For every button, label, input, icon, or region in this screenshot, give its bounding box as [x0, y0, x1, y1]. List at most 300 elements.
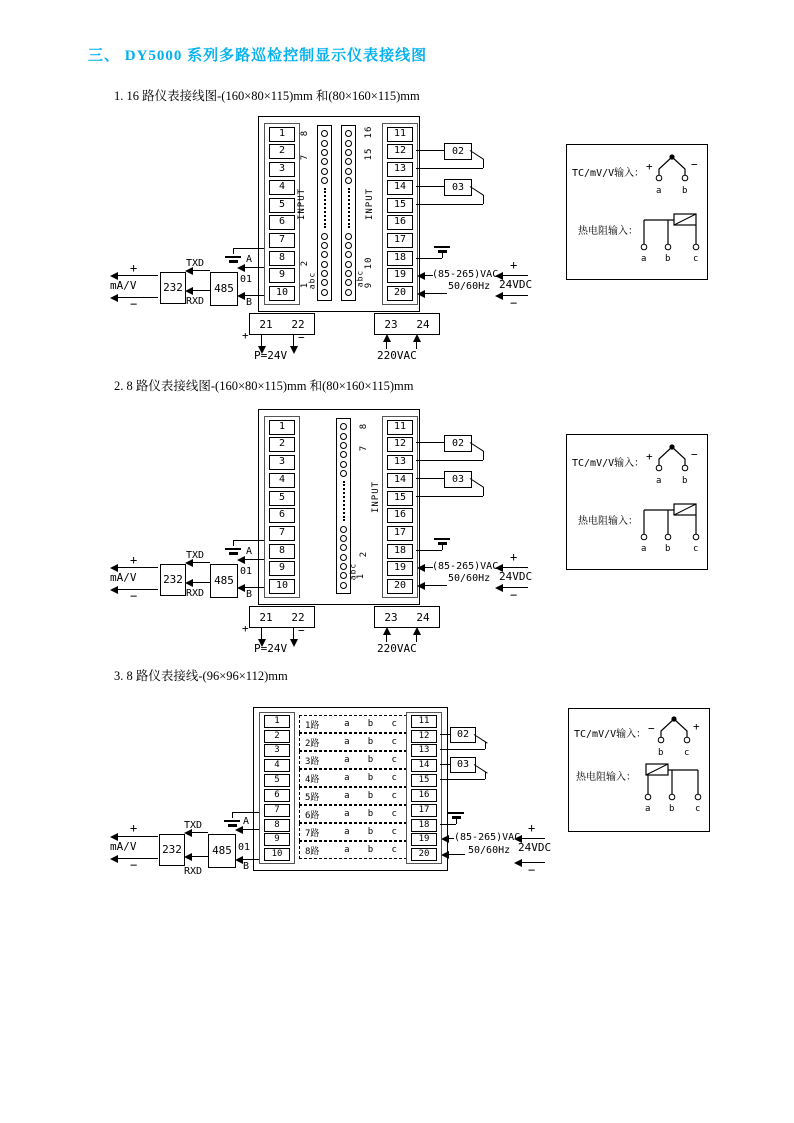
wire	[440, 824, 456, 825]
o1-label: 01	[238, 842, 251, 853]
d2-terminal-strip-left	[264, 416, 300, 598]
terminal: 13	[411, 744, 437, 757]
d1-connector-column-left	[317, 125, 332, 301]
wire	[245, 559, 264, 560]
dc-supply-label: 24VDC	[499, 570, 533, 583]
wire	[233, 540, 264, 541]
channel-mark: 1	[300, 281, 310, 289]
lead-c: c	[391, 773, 397, 783]
wire	[483, 487, 484, 496]
lead-b: b	[367, 827, 374, 837]
rs232-box: 232	[160, 564, 186, 596]
polarity-minus: −	[510, 588, 518, 602]
rs232-box: 232	[159, 834, 185, 866]
wire	[503, 567, 528, 568]
terminal: 6	[269, 215, 295, 230]
polarity-plus: +	[646, 450, 653, 463]
wire	[416, 186, 444, 187]
lead-c: c	[391, 827, 397, 837]
lead-a: a	[344, 791, 350, 801]
wire	[440, 749, 485, 750]
abc-mark: abc	[355, 269, 365, 288]
input-label: INPUT	[297, 187, 307, 221]
terminal: 13	[387, 162, 413, 177]
arrowhead	[184, 829, 192, 837]
input-label: INPUT	[371, 480, 381, 514]
terminal: 10	[269, 579, 295, 594]
wire	[416, 496, 483, 497]
wire	[118, 297, 158, 298]
terminal: 18	[387, 544, 413, 559]
dc-supply-label: 24VDC	[499, 278, 533, 291]
channel-row	[299, 733, 407, 751]
wire	[261, 334, 262, 346]
terminal: 3	[264, 744, 290, 757]
rxd-label: RXD	[184, 866, 203, 877]
channel-label: 5路	[305, 792, 320, 803]
ground-icon	[224, 820, 240, 827]
mains-220-label: 220VAC	[377, 349, 417, 362]
rxd-label: RXD	[186, 588, 205, 599]
terminal: 23	[384, 317, 398, 331]
terminal: 19	[387, 268, 413, 283]
wire	[416, 341, 417, 349]
wire	[118, 275, 158, 276]
tc-terminal-a: a	[656, 186, 662, 196]
ground-icon	[448, 812, 464, 819]
polarity-minus: −	[648, 722, 655, 735]
terminal: 14	[411, 759, 437, 772]
arrowhead	[417, 290, 425, 298]
lead-c: c	[391, 809, 397, 819]
terminal: 10	[264, 848, 290, 861]
rtd-symbol	[640, 756, 704, 814]
arrowhead	[417, 582, 425, 590]
channel-row	[299, 751, 407, 769]
lead-c: c	[391, 737, 397, 747]
terminal: 24	[416, 610, 430, 624]
channel-mark: 2	[300, 259, 310, 267]
terminal: 2	[269, 437, 295, 452]
channel-label: 6路	[305, 810, 320, 821]
wire	[243, 859, 259, 860]
terminal: 2	[269, 144, 295, 159]
terminal: 7	[269, 526, 295, 541]
terminal: 1	[269, 420, 295, 435]
wire	[245, 267, 264, 268]
terminal: 20	[387, 579, 413, 594]
wire	[232, 812, 233, 818]
lead-b: b	[367, 809, 374, 819]
wire	[425, 293, 447, 294]
arrowhead	[235, 826, 243, 834]
wire	[416, 168, 483, 169]
lead-c: c	[391, 791, 397, 801]
ground-icon	[225, 256, 241, 263]
wire	[193, 562, 210, 563]
wire	[503, 275, 528, 276]
channel-mark: 1	[356, 572, 366, 580]
lead-b: b	[367, 755, 374, 765]
terminal: 16	[387, 508, 413, 523]
terminal: 20	[411, 848, 437, 861]
polarity-minus: −	[528, 863, 536, 877]
terminal: 17	[387, 233, 413, 248]
terminal: 3	[269, 455, 295, 470]
d1-terminal-block-23-24	[374, 313, 440, 335]
terminal: 6	[269, 508, 295, 523]
polarity-plus: +	[242, 622, 249, 635]
ma-v-label: mA/V	[110, 279, 137, 292]
aux-power-label: P=24V	[254, 349, 288, 362]
tc-input-label: TC/mV/V输入：	[574, 729, 647, 740]
channel-row	[299, 805, 407, 823]
terminal: 11	[387, 127, 413, 142]
rtd-terminal-c: c	[693, 544, 699, 554]
arrowhead	[185, 267, 193, 275]
wire	[245, 295, 264, 296]
polarity-plus: +	[528, 821, 536, 835]
polarity-plus: +	[130, 261, 138, 275]
arrowhead	[290, 346, 298, 354]
terminal: 5	[269, 198, 295, 213]
terminal: 20	[387, 286, 413, 301]
wire	[416, 550, 442, 551]
tc-terminal-b: b	[658, 748, 664, 758]
arrowhead	[441, 835, 449, 843]
terminal: 10	[269, 286, 295, 301]
terminal: 8	[269, 544, 295, 559]
terminal: 8	[269, 251, 295, 266]
channel-mark: 16	[364, 125, 374, 139]
lead-b: b	[367, 791, 374, 801]
terminal: 1	[264, 715, 290, 728]
wire	[483, 195, 484, 204]
terminal: 15	[387, 198, 413, 213]
ground-icon	[225, 548, 241, 555]
wire	[118, 567, 158, 568]
terminal: 16	[387, 215, 413, 230]
wire	[416, 150, 444, 151]
rs485-b-label: B	[246, 297, 253, 308]
wire	[483, 451, 484, 460]
wire	[416, 204, 483, 205]
page-title: 三、 DY5000 系列多路巡检控制显示仪表接线图	[88, 48, 428, 64]
rs485-box: 485	[210, 272, 238, 306]
terminal: 17	[411, 804, 437, 817]
terminal: 2	[264, 730, 290, 743]
rtd-terminal-c: c	[695, 804, 701, 814]
terminal: 6	[264, 789, 290, 802]
terminal: 17	[387, 526, 413, 541]
channel-label: 8路	[305, 846, 320, 857]
wire	[425, 585, 447, 586]
channel-label: 4路	[305, 774, 320, 785]
lead-a: a	[344, 719, 350, 729]
terminal: 19	[387, 561, 413, 576]
terminal: 11	[387, 420, 413, 435]
o1-label: 01	[240, 566, 253, 577]
terminal: 14	[387, 180, 413, 195]
abc-mark: abc	[307, 271, 317, 290]
polarity-plus: +	[693, 720, 700, 733]
terminal: 5	[264, 774, 290, 787]
channel-row	[299, 715, 407, 733]
rtd-input-label: 热电阻输入：	[578, 226, 638, 237]
terminal: 18	[411, 819, 437, 832]
arrowhead	[383, 334, 391, 342]
arrowhead	[237, 264, 245, 272]
arrowhead	[185, 287, 193, 295]
polarity-minus: −	[130, 858, 138, 872]
arrowhead	[441, 851, 449, 859]
arrowhead	[184, 853, 192, 861]
channel-label: 2路	[305, 738, 320, 749]
channel-label: 1路	[305, 720, 320, 731]
wire	[440, 764, 450, 765]
rs232-box: 232	[160, 272, 186, 304]
wire	[456, 819, 457, 824]
rs485-b-label: B	[246, 589, 253, 600]
mains-freq-label: 50/60Hz	[448, 281, 491, 292]
polarity-minus: −	[130, 589, 138, 603]
terminal: 12	[387, 144, 413, 159]
wire	[193, 290, 210, 291]
relay-03-box: 03	[444, 471, 472, 488]
rtd-symbol	[638, 496, 702, 554]
polarity-plus: +	[242, 329, 249, 342]
arrowhead	[235, 856, 243, 864]
section-2-heading: 2. 8 路仪表接线图-(160×80×115)mm 和(80×160×115)mm	[114, 379, 414, 393]
channel-mark: 8	[300, 129, 310, 137]
tc-terminal-c: c	[684, 748, 690, 758]
d3-terminal-strip-right	[406, 712, 442, 864]
terminal: 7	[269, 233, 295, 248]
input-label: INPUT	[365, 187, 375, 221]
channel-row	[299, 769, 407, 787]
channel-row	[299, 841, 407, 859]
mains-voltage-label: (85-265)VAC	[432, 561, 499, 572]
rtd-terminal-b: b	[669, 804, 675, 814]
polarity-plus: +	[510, 258, 518, 272]
terminal: 22	[291, 610, 305, 624]
polarity-plus: +	[130, 553, 138, 567]
wire	[233, 540, 234, 546]
wire	[386, 634, 387, 642]
terminal: 23	[384, 610, 398, 624]
wire	[293, 334, 294, 346]
wire	[416, 442, 444, 443]
channel-mark: 2	[359, 550, 369, 558]
rtd-symbol	[638, 206, 702, 264]
wire	[193, 270, 210, 271]
lead-b: b	[367, 773, 374, 783]
terminal: 4	[264, 759, 290, 772]
wire	[232, 812, 259, 813]
arrowhead	[237, 556, 245, 564]
terminal: 9	[264, 833, 290, 846]
wire	[386, 341, 387, 349]
terminal: 4	[269, 180, 295, 195]
thermocouple-symbol	[648, 712, 700, 760]
wire	[485, 742, 486, 749]
polarity-minus: −	[130, 297, 138, 311]
polarity-minus: −	[691, 158, 698, 171]
lead-a: a	[344, 737, 350, 747]
thermocouple-symbol	[646, 150, 698, 200]
lead-b: b	[367, 845, 374, 855]
wire	[192, 856, 208, 857]
wire	[442, 253, 443, 258]
wire	[233, 248, 234, 254]
rtd-terminal-c: c	[693, 254, 699, 264]
terminal: 4	[269, 473, 295, 488]
polarity-plus: +	[130, 821, 138, 835]
txd-label: TXD	[184, 820, 203, 831]
polarity-minus: −	[510, 296, 518, 310]
rtd-terminal-a: a	[641, 254, 647, 264]
polarity-minus: −	[298, 624, 305, 637]
arrowhead	[417, 564, 425, 572]
arrowhead	[495, 584, 503, 592]
mains-220-label: 220VAC	[377, 642, 417, 655]
channel-mark: 7	[300, 153, 310, 161]
arrowhead	[495, 292, 503, 300]
tc-terminal-a: a	[656, 476, 662, 486]
rs485-a-label: A	[246, 254, 253, 265]
o1-label: 01	[240, 274, 253, 285]
rtd-input-label: 热电阻输入：	[578, 516, 638, 527]
terminal: 5	[269, 491, 295, 506]
rs485-a-label: A	[246, 546, 253, 557]
lead-a: a	[344, 755, 350, 765]
wire	[449, 854, 465, 855]
rtd-terminal-a: a	[641, 544, 647, 554]
mains-freq-label: 50/60Hz	[468, 845, 511, 856]
wire	[442, 545, 443, 550]
tc-terminal-b: b	[682, 186, 688, 196]
wire	[118, 836, 158, 837]
arrowhead	[237, 584, 245, 592]
arrowhead	[110, 586, 118, 594]
aux-power-label: P=24V	[254, 642, 288, 655]
rtd-terminal-b: b	[665, 254, 671, 264]
polarity-plus: +	[646, 160, 653, 173]
terminal: 16	[411, 789, 437, 802]
txd-label: TXD	[186, 550, 205, 561]
relay-03-box: 03	[444, 179, 472, 196]
arrowhead	[514, 859, 522, 867]
channel-row	[299, 787, 407, 805]
wire	[118, 589, 158, 590]
wire	[293, 627, 294, 639]
lead-a: a	[344, 845, 350, 855]
tc-terminal-b: b	[682, 476, 688, 486]
rxd-label: RXD	[186, 296, 205, 307]
terminal: 22	[291, 317, 305, 331]
lead-c: c	[391, 755, 397, 765]
lead-c: c	[391, 719, 397, 729]
d3-terminal-strip-left	[259, 712, 295, 864]
channel-label: 7路	[305, 828, 320, 839]
polarity-minus: −	[298, 331, 305, 344]
ma-v-label: mA/V	[110, 840, 137, 853]
wire	[416, 258, 442, 259]
ground-icon	[434, 246, 450, 253]
channel-mark: 8	[359, 422, 369, 430]
terminal: 19	[411, 833, 437, 846]
d1-terminal-strip-right	[382, 123, 418, 305]
polarity-plus: +	[510, 550, 518, 564]
d2-terminal-strip-right	[382, 416, 418, 598]
terminal: 12	[411, 730, 437, 743]
wire	[416, 478, 444, 479]
terminal: 15	[387, 491, 413, 506]
wire	[483, 159, 484, 168]
tc-input-label: TC/mV/V输入：	[572, 168, 645, 179]
d1-terminal-block-21-22	[249, 313, 315, 335]
relay-02-box: 02	[450, 727, 476, 743]
d2-terminal-block-21-22	[249, 606, 315, 628]
mains-voltage-label: (85-265)VAC	[432, 269, 499, 280]
terminal: 11	[411, 715, 437, 728]
terminal: 21	[259, 317, 273, 331]
wire	[440, 779, 485, 780]
arrowhead	[413, 627, 421, 635]
d2-terminal-block-23-24	[374, 606, 440, 628]
rs485-b-label: B	[243, 861, 250, 872]
wire	[243, 829, 259, 830]
ground-icon	[434, 538, 450, 545]
rtd-terminal-b: b	[665, 544, 671, 554]
channel-mark: 10	[364, 256, 374, 270]
mains-freq-label: 50/60Hz	[448, 573, 491, 584]
relay-02-box: 02	[444, 143, 472, 160]
arrowhead	[413, 334, 421, 342]
terminal: 18	[387, 251, 413, 266]
wire	[440, 734, 450, 735]
arrowhead	[185, 559, 193, 567]
lead-b: b	[367, 719, 374, 729]
wire	[485, 772, 486, 779]
wire	[416, 634, 417, 642]
rtd-input-label: 热电阻输入：	[576, 772, 636, 783]
terminal: 8	[264, 819, 290, 832]
wire	[261, 627, 262, 639]
wire	[245, 587, 264, 588]
lead-b: b	[367, 737, 374, 747]
mains-voltage-label: (85-265)VAC	[454, 832, 521, 843]
polarity-minus: −	[691, 448, 698, 461]
wire	[416, 460, 483, 461]
arrowhead	[110, 294, 118, 302]
abc-mark: abc	[348, 562, 358, 581]
terminal: 13	[387, 455, 413, 470]
wire	[118, 858, 158, 859]
dc-supply-label: 24VDC	[518, 841, 552, 854]
terminal: 9	[269, 561, 295, 576]
ma-v-label: mA/V	[110, 571, 137, 584]
arrowhead	[417, 272, 425, 280]
section-3-heading: 3. 8 路仪表接线-(96×96×112)mm	[114, 669, 288, 683]
d1-terminal-strip-left	[264, 123, 300, 305]
channel-mark: 9	[364, 281, 374, 289]
d1-connector-column-right	[341, 125, 356, 301]
channel-mark: 7	[359, 444, 369, 452]
arrowhead	[290, 639, 298, 647]
terminal: 21	[259, 610, 273, 624]
relay-03-box: 03	[450, 757, 476, 773]
